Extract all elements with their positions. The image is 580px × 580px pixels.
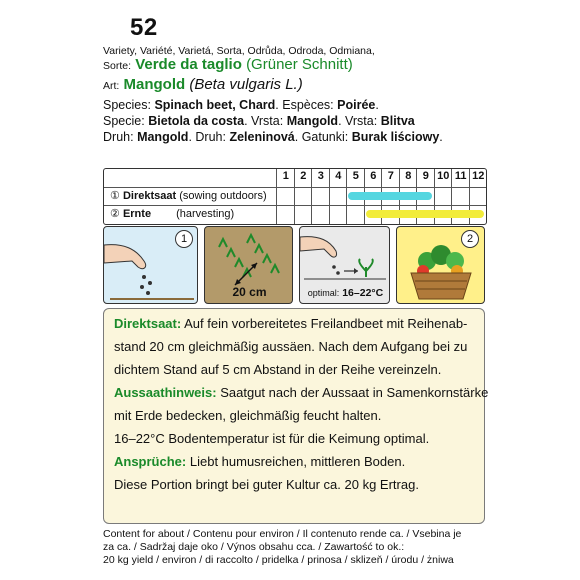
druh-line	[103, 130, 443, 144]
sorte-alt: (Grüner Schnitt)	[246, 56, 353, 73]
harvest-period-bar	[366, 210, 485, 218]
species-fr: Poirée	[337, 98, 376, 112]
specie-it: Bietola da costa	[148, 114, 245, 128]
hinweis-title: Aussaathinweis:	[114, 385, 217, 400]
direktsaat-line-1	[114, 316, 467, 331]
vrsta-prefix-1: . Vrsta:	[244, 114, 284, 128]
row-sublabel: (harvesting)	[176, 208, 235, 220]
month-column	[294, 169, 312, 224]
art-line	[103, 76, 303, 93]
step-badge: 2	[461, 230, 479, 248]
harvest-pictogram	[396, 226, 485, 304]
ansprueche-text: Liebt humusreichen, mittleren Boden.	[189, 454, 406, 469]
hinweis-text: Saatgut nach der Aussaat in Samenkornstärke	[220, 385, 489, 400]
species-prefix: Species:	[103, 98, 151, 112]
month-label: 4	[335, 170, 342, 182]
sowing-period-bar	[348, 192, 432, 200]
month-label: 2	[300, 170, 307, 182]
druh-cz: Mangold	[137, 130, 189, 144]
month-label: 7	[387, 170, 394, 182]
specie-line	[103, 114, 415, 128]
species-line	[103, 98, 379, 112]
month-label: 11	[454, 170, 467, 182]
month-column	[311, 169, 329, 224]
packet-number: 52	[130, 14, 158, 41]
calendar-divider	[104, 205, 486, 206]
direktsaat-text: Auf fein vorbereitetes Freilandbeet mit Reihenab-	[184, 316, 468, 331]
sorte-name: Verde da taglio	[135, 56, 242, 73]
art-prefix: Art:	[103, 80, 120, 92]
optimal-prefix: optimal:	[307, 288, 340, 298]
species-end: .	[375, 98, 379, 112]
gatunki-prefix: . Gatunki:	[294, 130, 349, 144]
species-en: Spinach beet, Chard	[154, 98, 276, 112]
month-label: 12	[472, 170, 485, 182]
vrsta-hr: Blitva	[380, 114, 415, 128]
species-fr-prefix: . Espèces:	[275, 98, 334, 112]
art-latin: (Beta vulgaris L.)	[189, 76, 303, 93]
druh-sk: Zeleninová	[229, 130, 295, 144]
row-direktsaat	[110, 189, 267, 202]
month-column	[276, 169, 294, 224]
instructions-box	[103, 308, 489, 524]
month-label: 5	[352, 170, 359, 182]
month-label: 3	[317, 170, 324, 182]
spacing-label: 20 cm	[232, 285, 267, 299]
month-grid	[276, 169, 486, 224]
calendar-divider	[104, 187, 486, 188]
optimal-temperature: 16–22°C	[342, 287, 384, 299]
spacing-pictogram	[204, 226, 293, 304]
month-label: 6	[370, 170, 377, 182]
row-ernte	[110, 207, 234, 220]
sowing-calendar	[103, 168, 487, 225]
month-label: 1	[282, 170, 289, 182]
temperature-label	[300, 287, 390, 299]
direktsaat-line-2: stand 20 cm gleichmäßig aussäen. Nach dem Aufgang bei zu	[114, 339, 468, 354]
month-column	[329, 169, 347, 224]
temperature-line: 16–22°C Bodentemperatur ist für die Keimung optimal.	[114, 431, 430, 446]
footer-line-3: 20 kg yield / environ / di raccolto / pridelka / prinosa / sklizeň / úrodu / żniwa	[103, 554, 454, 566]
direktsaat-line-3: dichtem Stand auf 5 cm Abstand in der Reihe vereinzeln.	[114, 362, 442, 377]
row-label: Ernte	[122, 208, 152, 220]
vrsta-sl: Mangold	[286, 114, 339, 128]
step-badge: 1	[175, 230, 193, 248]
druh-prefix-2: . Druh:	[188, 130, 226, 144]
hinweis-line-1	[114, 385, 488, 400]
row-label: Direktsaat	[122, 190, 177, 202]
direktsaat-title: Direktsaat:	[114, 316, 182, 331]
month-label: 9	[422, 170, 429, 182]
germination-pictogram	[299, 226, 390, 304]
gatunki-pl: Burak liściowy	[351, 130, 440, 144]
footer-line-1: Content for about / Contenu pour environ / Il contenuto rende ca. / Vsebina je	[103, 528, 462, 540]
row-sublabel: (sowing outdoors)	[179, 190, 267, 202]
sorte-prefix: Sorte:	[103, 60, 132, 72]
druh-end: .	[439, 130, 443, 144]
specie-prefix: Specie:	[103, 114, 145, 128]
ansprueche-line	[114, 454, 405, 469]
ansprueche-title: Ansprüche:	[114, 454, 187, 469]
vrsta-prefix-2: . Vrsta:	[338, 114, 378, 128]
month-label: 10	[437, 170, 450, 182]
hinweis-line-2: mit Erde bedecken, gleichmäßig feucht halten.	[114, 408, 382, 423]
month-label: 8	[405, 170, 412, 182]
variety-line: Variety, Variété, Varietá, Sorta, Odrůda, Odroda, Odmiana,	[103, 45, 375, 57]
ertrag-line: Diese Portion bringt bei guter Kultur ca. 20 kg Ertrag.	[114, 477, 419, 492]
row-number: ②	[110, 208, 120, 220]
footer-line-2: za ca. / Sadržaj daje oko / Výnos obsahu cca. / Zawartość to ok.:	[103, 541, 405, 553]
druh-prefix-1: Druh:	[103, 130, 134, 144]
row-number: ①	[110, 190, 120, 202]
sowing-pictogram	[103, 226, 198, 304]
art-name: Mangold	[123, 76, 186, 93]
sorte-line	[103, 56, 353, 73]
